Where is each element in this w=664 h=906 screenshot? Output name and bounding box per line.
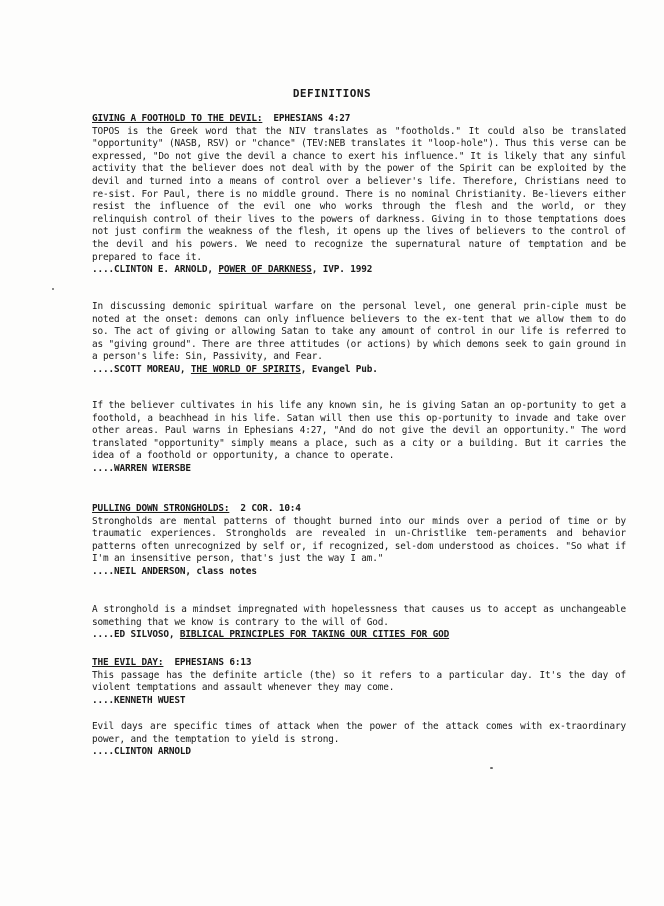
section-heading-title: PULLING DOWN STRONGHOLDS: bbox=[92, 503, 230, 514]
attribution-author: ....ED SILVOSO, bbox=[92, 629, 180, 641]
attribution-author: ....CLINTON ARNOLD bbox=[92, 746, 191, 758]
definition-paragraph: This passage has the definite article (the) so it refers to a particular day. It's the day of violent temptations and assault whenever they may come. bbox=[92, 669, 626, 694]
attribution-publisher: , Evangel Pub. bbox=[300, 363, 378, 375]
scan-speck bbox=[490, 767, 493, 769]
attribution-author: ....SCOTT MOREAU, bbox=[92, 363, 191, 375]
attribution bbox=[92, 629, 626, 642]
attribution-author: ....WARREN WIERSBE bbox=[92, 462, 191, 474]
definition-paragraph: If the believer cultivates in his life any known sin, he is giving Satan an op-portunity to get a foothold, a beachhead in his life. Satan will then use this op-portunity to invade and take over other areas. Paul warns in Ephesians 4:27, "And do not give the devil an opportunity." The word translated "opportunity" simply means a place, such as a city or a building. But it carries the idea of a foothold or opportunity, a chance to operate. bbox=[92, 400, 626, 462]
attribution bbox=[92, 463, 626, 476]
entry-wiersbe bbox=[92, 400, 626, 476]
definition-paragraph: In discussing demonic spiritual warfare on the personal level, one general prin-ciple must be noted at the onset: demons can only influence believers to the ex-tent that we allow them to do so. The act of giving or allowing Satan to take any amount of control in our life is referred to as "giving ground". There are three attitudes (or actions) by which demons seek to gain ground in a person's life: Sin, Passivity, and Fear. bbox=[92, 301, 626, 363]
section-heading bbox=[92, 657, 626, 670]
section-heading-title: THE EVIL DAY: bbox=[92, 657, 164, 668]
attribution-book-title: POWER OF DARKNESS bbox=[218, 264, 312, 276]
attribution bbox=[92, 695, 626, 708]
page-title: DEFINITIONS bbox=[292, 87, 372, 100]
attribution bbox=[92, 566, 626, 579]
attribution-author: ....NEIL ANDERSON, class notes bbox=[92, 565, 257, 577]
section-heading bbox=[92, 113, 626, 126]
definition-paragraph: Strongholds are mental patterns of thought burned into our minds over a period of time or by traumatic experiences. Strongholds are revealed in un-Christlike tem-peraments and behavior patterns often unrecognized by self or, if recognized, sel-dom understood as choices. "So what if I'm an insensitive person, that's just the way I am." bbox=[92, 515, 626, 565]
section-reference: EPHESIANS 4:27 bbox=[273, 113, 351, 124]
section-evil-day bbox=[92, 657, 626, 707]
section-reference: 2 COR. 10:4 bbox=[240, 503, 301, 514]
attribution-book-title: BIBLICAL PRINCIPLES FOR TAKING OUR CITIES FOR GOD bbox=[179, 629, 450, 641]
attribution-book-title: THE WORLD OF SPIRITS bbox=[190, 363, 301, 375]
entry-arnold-short bbox=[92, 721, 626, 759]
attribution bbox=[92, 746, 626, 759]
attribution-author: ....KENNETH WUEST bbox=[92, 694, 186, 706]
section-heading bbox=[92, 503, 626, 516]
definition-paragraph: A stronghold is a mindset impregnated with hopelessness that causes us to accept as unchangeable something that we know is contrary to the will of God. bbox=[92, 604, 626, 628]
definition-paragraph: TOPOS is the Greek word that the NIV translates as "footholds." It could also be translated "opportunity" (NASB, RSV) or "chance" (TEV:NEB translates it "loop-hole"). Thus this verse can be expressed, "Do not give the devil a chance to exert his influence." It is likely that any sinful activity that the believer does not deal with by the power of the Spirit can be exploited by the devil and turned into a means of control over a believer's life. Therefore, Christians need to re-sist. For Paul, there is no middle ground. There is no nominal Christianity. Be-lievers either resist the influence of the evil one who works through the flesh and the world, or they relinquish control of their lives to the powers of darkness. Giving in to those temptations does not just confirm the weakness of the flesh, it opens up the lives of believers to the control of the devil and his powers. We need to recognize the supernatural nature of temptation and be prepared to face it. bbox=[92, 125, 626, 263]
section-giving-foothold bbox=[92, 113, 626, 277]
entry-silvoso bbox=[92, 604, 626, 642]
attribution-author: ....CLINTON E. ARNOLD, bbox=[92, 264, 219, 276]
attribution bbox=[92, 364, 626, 377]
attribution-publisher: , IVP. 1992 bbox=[311, 264, 373, 276]
section-heading-title: GIVING A FOOTHOLD TO THE DEVIL: bbox=[92, 113, 263, 124]
scan-speck bbox=[52, 288, 54, 290]
section-reference: EPHESIANS 6:13 bbox=[174, 657, 252, 668]
attribution bbox=[92, 264, 626, 277]
entry-moreau bbox=[92, 301, 626, 377]
section-pulling-strongholds bbox=[92, 503, 626, 579]
definition-paragraph: Evil days are specific times of attack when the power of the attack comes with ex-traordinary power, and the temptation to yield is strong. bbox=[92, 721, 626, 745]
